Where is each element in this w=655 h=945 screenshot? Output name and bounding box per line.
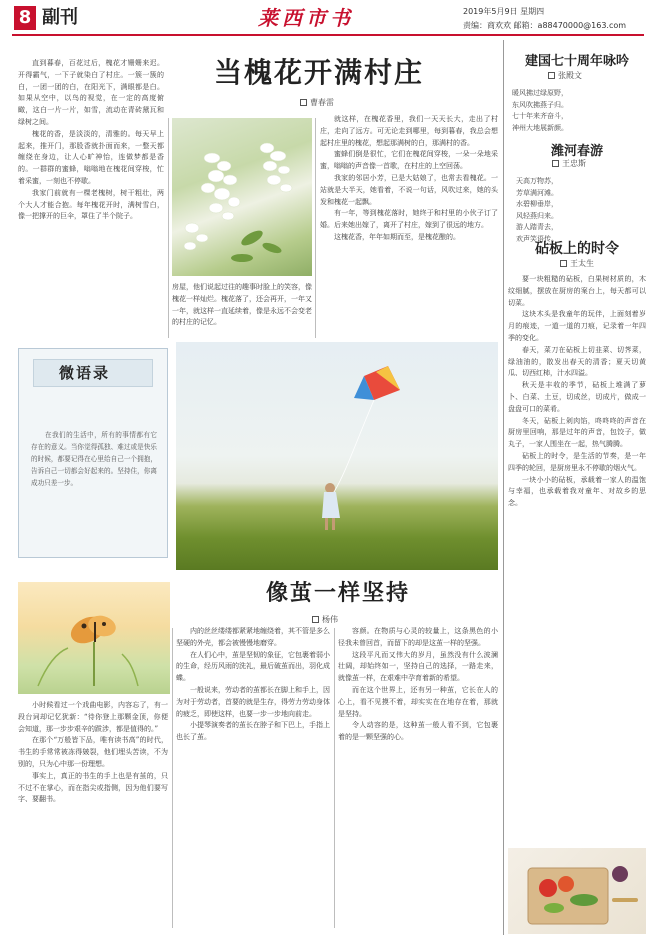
main-article-title: 当槐花开满村庄: [214, 56, 425, 89]
paragraph: 我家的邻居小芳，已是大姑娘了，也常去看槐花。一站就是大半天，她看着，不说一句话，风吹过来，她的头发和槐花一起飘。: [320, 173, 498, 206]
poem-line: 欢声笑语传。: [516, 234, 558, 243]
paragraph: 小提琴演奏者的茧长在脖子和下巴上，手指上也长了茧。: [176, 721, 330, 742]
lower-article-col1: [18, 700, 168, 930]
poem1-byline: [548, 70, 582, 81]
kite-scene: [176, 342, 498, 570]
poem-line: 神州大地展新颜。: [512, 123, 568, 132]
paragraph: 在那个“万般皆下品，唯有读书高”的时代，书生的手常常被冻得皴裂，他们埋头苦读，不为别的，只为心中那一份理想。: [18, 736, 168, 768]
poem-line: 水碧柳垂岸，: [516, 200, 558, 208]
butterfly-photo: [18, 582, 170, 694]
column-divider: [315, 118, 316, 338]
vegetables-photo: [508, 848, 646, 934]
poem-line: 风轻燕归来。: [516, 211, 558, 220]
article3-title: 砧板上的时令: [535, 241, 619, 257]
byline-box-icon: [552, 160, 559, 167]
paragraph: 在人们心中，茧是坚韧的象征，它包裹着弱小的生命，经历风雨的洗礼，最后破茧而出，羽化成蝶。: [176, 650, 330, 683]
poem2-byline: [552, 158, 586, 169]
poem1-body: [512, 88, 644, 134]
side-column-divider: [503, 40, 504, 935]
weiyu-text: 在我们的生活中，所有的事情都有它存在的意义。当你觉得孤独、难过或是快乐的时候，都要记得在心里给自己一个拥抱，告诉自己一切都会好起来的。坚持住，你离成功只差一步。: [31, 431, 157, 487]
column-divider: [168, 118, 169, 338]
main-article-byline: [300, 97, 334, 108]
main-article-col1: [18, 58, 164, 340]
paragraph: 而在这个世界上，还有另一种茧，它长在人的心上，看不见摸不着，却实实在在地存在着，那就是坚持。: [338, 685, 498, 718]
masthead: [0, 0, 655, 36]
article3-body: [508, 274, 646, 934]
kite-girl-photo: [176, 342, 498, 570]
paragraph: 这段平凡而又伟大的岁月，虽然没有什么波澜壮阔，却始终如一，坚持自己的选择，一路走来，就像茧一样，在艰难中孕育着新的希望。: [338, 650, 498, 683]
poem1-author: 张殿文: [558, 71, 582, 80]
weiyu-box: [18, 348, 168, 558]
poem-line: 天高万物苏，: [516, 177, 558, 185]
lower-article-author: 杨伟: [322, 615, 338, 624]
paragraph: 秋天是丰收的季节，砧板上堆满了萝卜、白菜、土豆，切成丝，切成片，做成一盘盘可口的菜肴。: [508, 381, 646, 413]
paragraph: 槐花的香，是淡淡的，清雅的。每天早上起来，推开门，那股香就扑面而来，一整天都缠绕在身边，让人心旷神怡，连做梦都是香的。一群群的蜜蜂，嗡嗡地在槐花间穿梭，忙着采蜜，一刻也不停歇。: [18, 129, 164, 185]
vegetables-illustration: [508, 848, 646, 934]
weiyu-title: 微语录: [59, 364, 111, 382]
byline-box-icon: [312, 616, 319, 623]
locust-flower-illustration: [172, 118, 312, 276]
paragraph: 令人动容的是，这种茧一般人看不到，它包裹着的是一颗坚强的心。: [338, 721, 498, 742]
byline-box-icon: [560, 260, 567, 267]
paragraph: 蜜蜂们倒是很忙，它们在槐花间穿梭，一朵一朵地采蜜，嗡嗡的声音像一首歌，在村庄的上空回荡。: [320, 150, 498, 171]
lower-article-col2: [176, 626, 330, 930]
paragraph: 事实上，真正的书生的手上也是有茧的，只不过不在掌心，而在指尖或指侧，因为他们要写字、要翻书。: [18, 771, 168, 804]
poem-line: 游人踏青去，: [516, 223, 558, 231]
lower-article-col3: [338, 626, 498, 930]
paragraph: 春天，菜刀在砧板上切韭菜、切荠菜，绿油油的，散发出春天的清香；夏天切黄瓜、切西红柿，汁水四溢。: [508, 345, 646, 378]
issue-date: 2019年5月9日 星期四: [463, 7, 545, 16]
main-article-author: 曹春雷: [310, 98, 334, 107]
poem-line: 七十年来齐奋斗，: [512, 112, 568, 120]
column-divider: [172, 628, 173, 928]
poem2-body: [516, 176, 644, 245]
locust-flower-photo: [172, 118, 312, 276]
paragraph: 一般说来，劳动者的茧都长在脚上和手上，因为对于劳动者，首要的就是生存，得劳力劳动身体的疲乏，即使这样，也要一步一步地向前走。: [176, 685, 330, 718]
paragraph: 砧板上的时令，是生活的节奏，是一年四季的轮回，是厨房里永不停歇的烟火气。: [508, 451, 646, 472]
page-number: 8: [14, 6, 36, 30]
paragraph: 容颜。在物质与心灵的较量上，这条黑色的小径我未曾回首，而留下的却是这茧一样的坚强。: [338, 627, 498, 647]
paper-name: 莱西市书: [258, 6, 354, 30]
article3-author: 王太生: [570, 259, 594, 268]
masthead-rule: [12, 34, 644, 36]
paragraph: 内的丝丝缕缕都紧紧地缠绕着，其不管是多么坚硬的外壳，都会被慢慢地磨穿。: [176, 627, 330, 647]
paragraph: 这槐花香，年年如期而至，是槐花酿的。: [334, 232, 460, 241]
article3-byline: [560, 258, 594, 269]
byline-box-icon: [548, 72, 555, 79]
lower-article-byline: [312, 614, 338, 625]
paragraph: 一块小小的砧板，承载着一家人的温饱与幸福，也承载着我对童年、对故乡的思念。: [508, 475, 646, 508]
section-name: 副刊: [42, 7, 78, 28]
editor-info: 责编：商欢欢 邮箱：a88470000@163.com: [463, 21, 627, 30]
lower-article-title: 像茧一样坚持: [266, 581, 411, 606]
paragraph: 直到暮春，百花过后，槐花才姗姗来迟。开得霸气，一下子就染白了村庄。一簇一簇的白，一团一团的白，在阳光下，满眼都是白。如果从空中，以鸟的视觉，在一定的高度俯瞰，这白一片一片，如雪，流动在青砖黛瓦和绿树之间。: [18, 59, 164, 126]
paragraph: 冬天，砧板上剁肉馅，咚咚咚的声音在厨房里回响，那是过年的声音，包饺子，做丸子，一家人围坐在一起，热气腾腾。: [508, 416, 646, 449]
byline-box-icon: [300, 99, 307, 106]
paragraph: 有一年，等到槐花落时，她终于和村里的小伙子订了婚。后来她出嫁了，离开了村庄，嫁到了很远的地方。: [320, 209, 498, 230]
poem-line: 暖风拂过绿原野，: [512, 89, 568, 97]
poem1-title: 建国七十周年咏吟: [524, 54, 629, 69]
paragraph: 这块木头是我童年的玩伴，上面刻着岁月的痕迹，一道一道的刀痕，记录着一年四季的变化。: [508, 310, 646, 342]
poem-line: 芳草满河滩。: [516, 188, 558, 197]
poem2-title: 潍河春游: [550, 144, 603, 159]
butterfly-illustration: [18, 582, 170, 694]
paragraph: 小时候看过一个戏曲电影，内容忘了，有一段台词却记忆犹新：“待你登上那颗金顶，你便会知道，那一步步艰辛的跋涉，都是值得的。”: [18, 701, 168, 733]
main-article-col-below: 房屋，他们说起过往的趣事时脸上的笑容，像槐花一样灿烂。槐花落了，还会再开，一年又一年，就这样一直延续着，像是永远不会变老的村庄的记忆。: [172, 283, 312, 327]
poem-line: 东风吹拂燕子归。: [512, 100, 568, 109]
column-divider: [334, 628, 335, 928]
paragraph: 就这样，在槐花香里，我们一天天长大，走出了村庄，走向了远方。可无论走到哪里，每到暮春，我总会想起村庄里的槐花，想起那满树的白，那满村的香。: [320, 115, 498, 147]
paragraph: 要一块粗糙的砧板，白果树材质的，木纹细腻，摆放在厨房的案台上，每天都可以切菜。: [508, 275, 646, 307]
paragraph: 我家门前就有一棵老槐树，树干粗壮，两个大人才能合抱。每年槐花开时，满树雪白，像一把撑开的巨伞，罩住了半个院子。: [18, 188, 164, 221]
main-article-col3: [320, 114, 498, 340]
poem2-author: 王忠斯: [562, 159, 586, 168]
